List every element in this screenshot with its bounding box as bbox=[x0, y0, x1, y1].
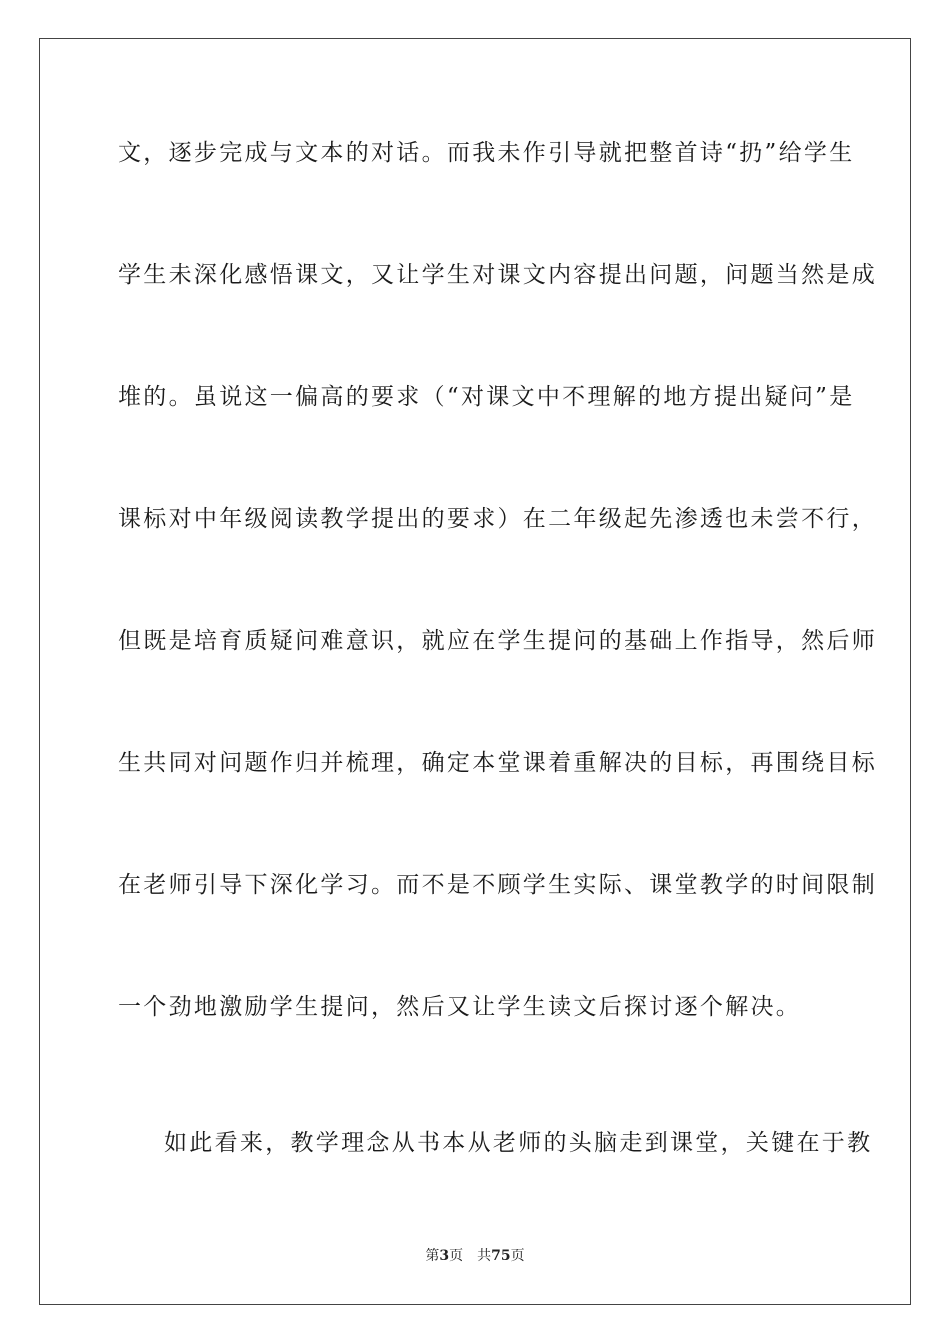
body-line-5: 但既是培育质疑问难意识，就应在学生提问的基础上作指导，然后师 bbox=[118, 628, 877, 654]
body-line-7: 在老师引导下深化学习。而不是不顾学生实际、课堂教学的时间限制 bbox=[118, 872, 877, 898]
body-line-2: 学生未深化感悟课文，又让学生对课文内容提出问题，问题当然是成 bbox=[118, 262, 877, 288]
body-line-4: 课标对中年级阅读教学提出的要求）在二年级起先渗透也未尝不行， bbox=[118, 506, 877, 532]
footer-page-suffix: 页 bbox=[449, 1248, 464, 1264]
footer-total-prefix: 共 bbox=[477, 1248, 492, 1264]
footer-total-suffix: 页 bbox=[510, 1248, 525, 1264]
footer-page-number: 3 bbox=[439, 1248, 450, 1264]
body-line-8: 一个劲地激励学生提问，然后又让学生读文后探讨逐个解决。 bbox=[118, 994, 802, 1020]
footer-total-pages: 75 bbox=[491, 1248, 511, 1264]
body-line-6: 生共同对问题作归并梳理，确定本堂课着重解决的目标，再围绕目标 bbox=[118, 750, 877, 776]
page-footer bbox=[0, 1246, 950, 1266]
footer-page-prefix: 第 bbox=[425, 1248, 440, 1264]
page-border bbox=[39, 38, 911, 1305]
body-line-1: 文，逐步完成与文本的对话。而我未作引导就把整首诗“扔”给学生 bbox=[118, 140, 855, 166]
body-line-9-paragraph-start: 如此看来，教学理念从书本从老师的头脑走到课堂，关键在于教 bbox=[164, 1130, 873, 1156]
body-line-3: 堆的。虽说这一偏高的要求（“对课文中不理解的地方提出疑问”是 bbox=[118, 384, 855, 410]
